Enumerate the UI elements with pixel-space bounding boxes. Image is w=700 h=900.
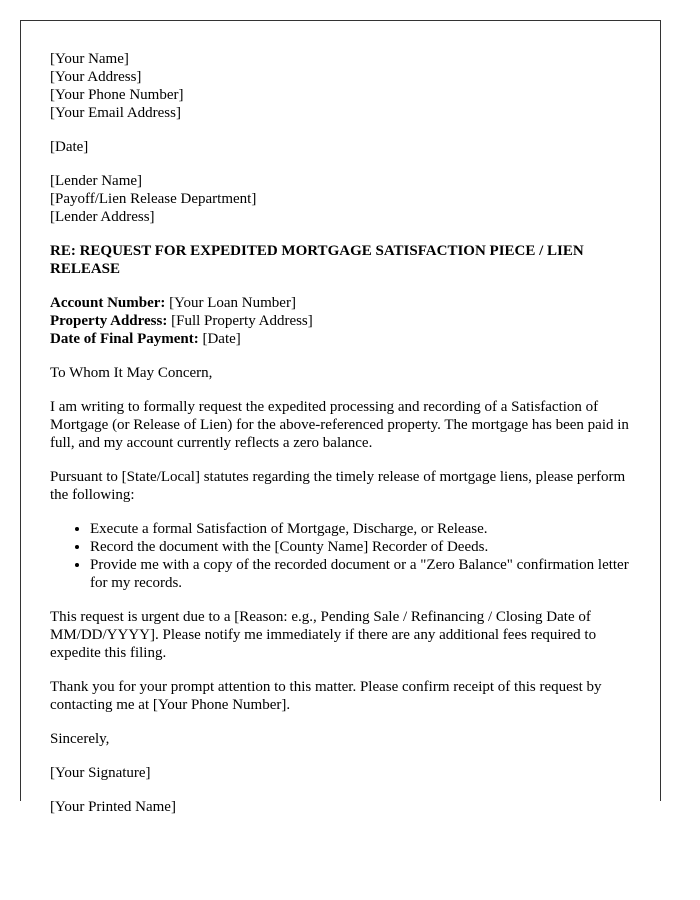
sender-name: [Your Name] [50, 51, 129, 67]
printed-name-placeholder: [Your Printed Name] [50, 799, 176, 815]
salutation: To Whom It May Concern, [50, 365, 213, 381]
details-block [50, 294, 640, 348]
recipient-address: [Lender Address] [50, 209, 155, 225]
sender-block [50, 50, 640, 122]
action-list [50, 520, 640, 592]
detail-value: [Date] [198, 331, 241, 347]
recipient-name: [Lender Name] [50, 173, 143, 189]
sender-email: [Your Email Address] [50, 105, 181, 121]
recipient-department: [Payoff/Lien Release Department] [50, 191, 257, 207]
detail-property-address [50, 312, 640, 330]
body-paragraph-urgency: This request is urgent due to a [Reason: e.g., Pending Sale / Refinancing / Closing Date of MM/DD/YYYY]. Please notify me immediately if there are any additional fees required to expedite this filing. [50, 609, 597, 661]
detail-value: [Full Property Address] [167, 313, 313, 329]
body-paragraph-thanks: Thank you for your prompt attention to this matter. Please confirm receipt of this request by contacting me at [Your Phone Number]. [50, 679, 602, 713]
sender-phone: [Your Phone Number] [50, 87, 184, 103]
subject-line: RE: REQUEST FOR EXPEDITED MORTGAGE SATISFACTION PIECE / LIEN RELEASE [50, 243, 584, 277]
letter-page [20, 20, 661, 815]
detail-label: Property Address: [50, 313, 168, 329]
list-item: • Execute a formal Satisfaction of Mortgage, Discharge, or Release. [90, 520, 640, 538]
detail-final-payment-date [50, 330, 640, 348]
sender-address: [Your Address] [50, 69, 142, 85]
detail-account-number [50, 294, 640, 312]
body-paragraph-statutes: Pursuant to [State/Local] statutes regarding the timely release of mortgage liens, please perform the following: [50, 469, 626, 503]
list-item: • Record the document with the [County Name] Recorder of Deeds. [90, 538, 640, 556]
detail-value: [Your Loan Number] [165, 295, 296, 311]
date-line: [Date] [50, 139, 89, 155]
signature-placeholder: [Your Signature] [50, 765, 151, 781]
list-item: • Provide me with a copy of the recorded document or a "Zero Balance" confirmation letter for my records. [90, 556, 640, 592]
closing: Sincerely, [50, 731, 110, 747]
recipient-block [50, 172, 640, 226]
letter-content [50, 50, 640, 832]
detail-label: Date of Final Payment: [50, 331, 199, 347]
body-paragraph-request: I am writing to formally request the expedited processing and recording of a Satisfaction of Mortgage (or Release of Lien) for the above-referenced property. The mortgage has been paid in full, and my account currently reflects a zero balance. [50, 399, 629, 451]
detail-label: Account Number: [50, 295, 166, 311]
